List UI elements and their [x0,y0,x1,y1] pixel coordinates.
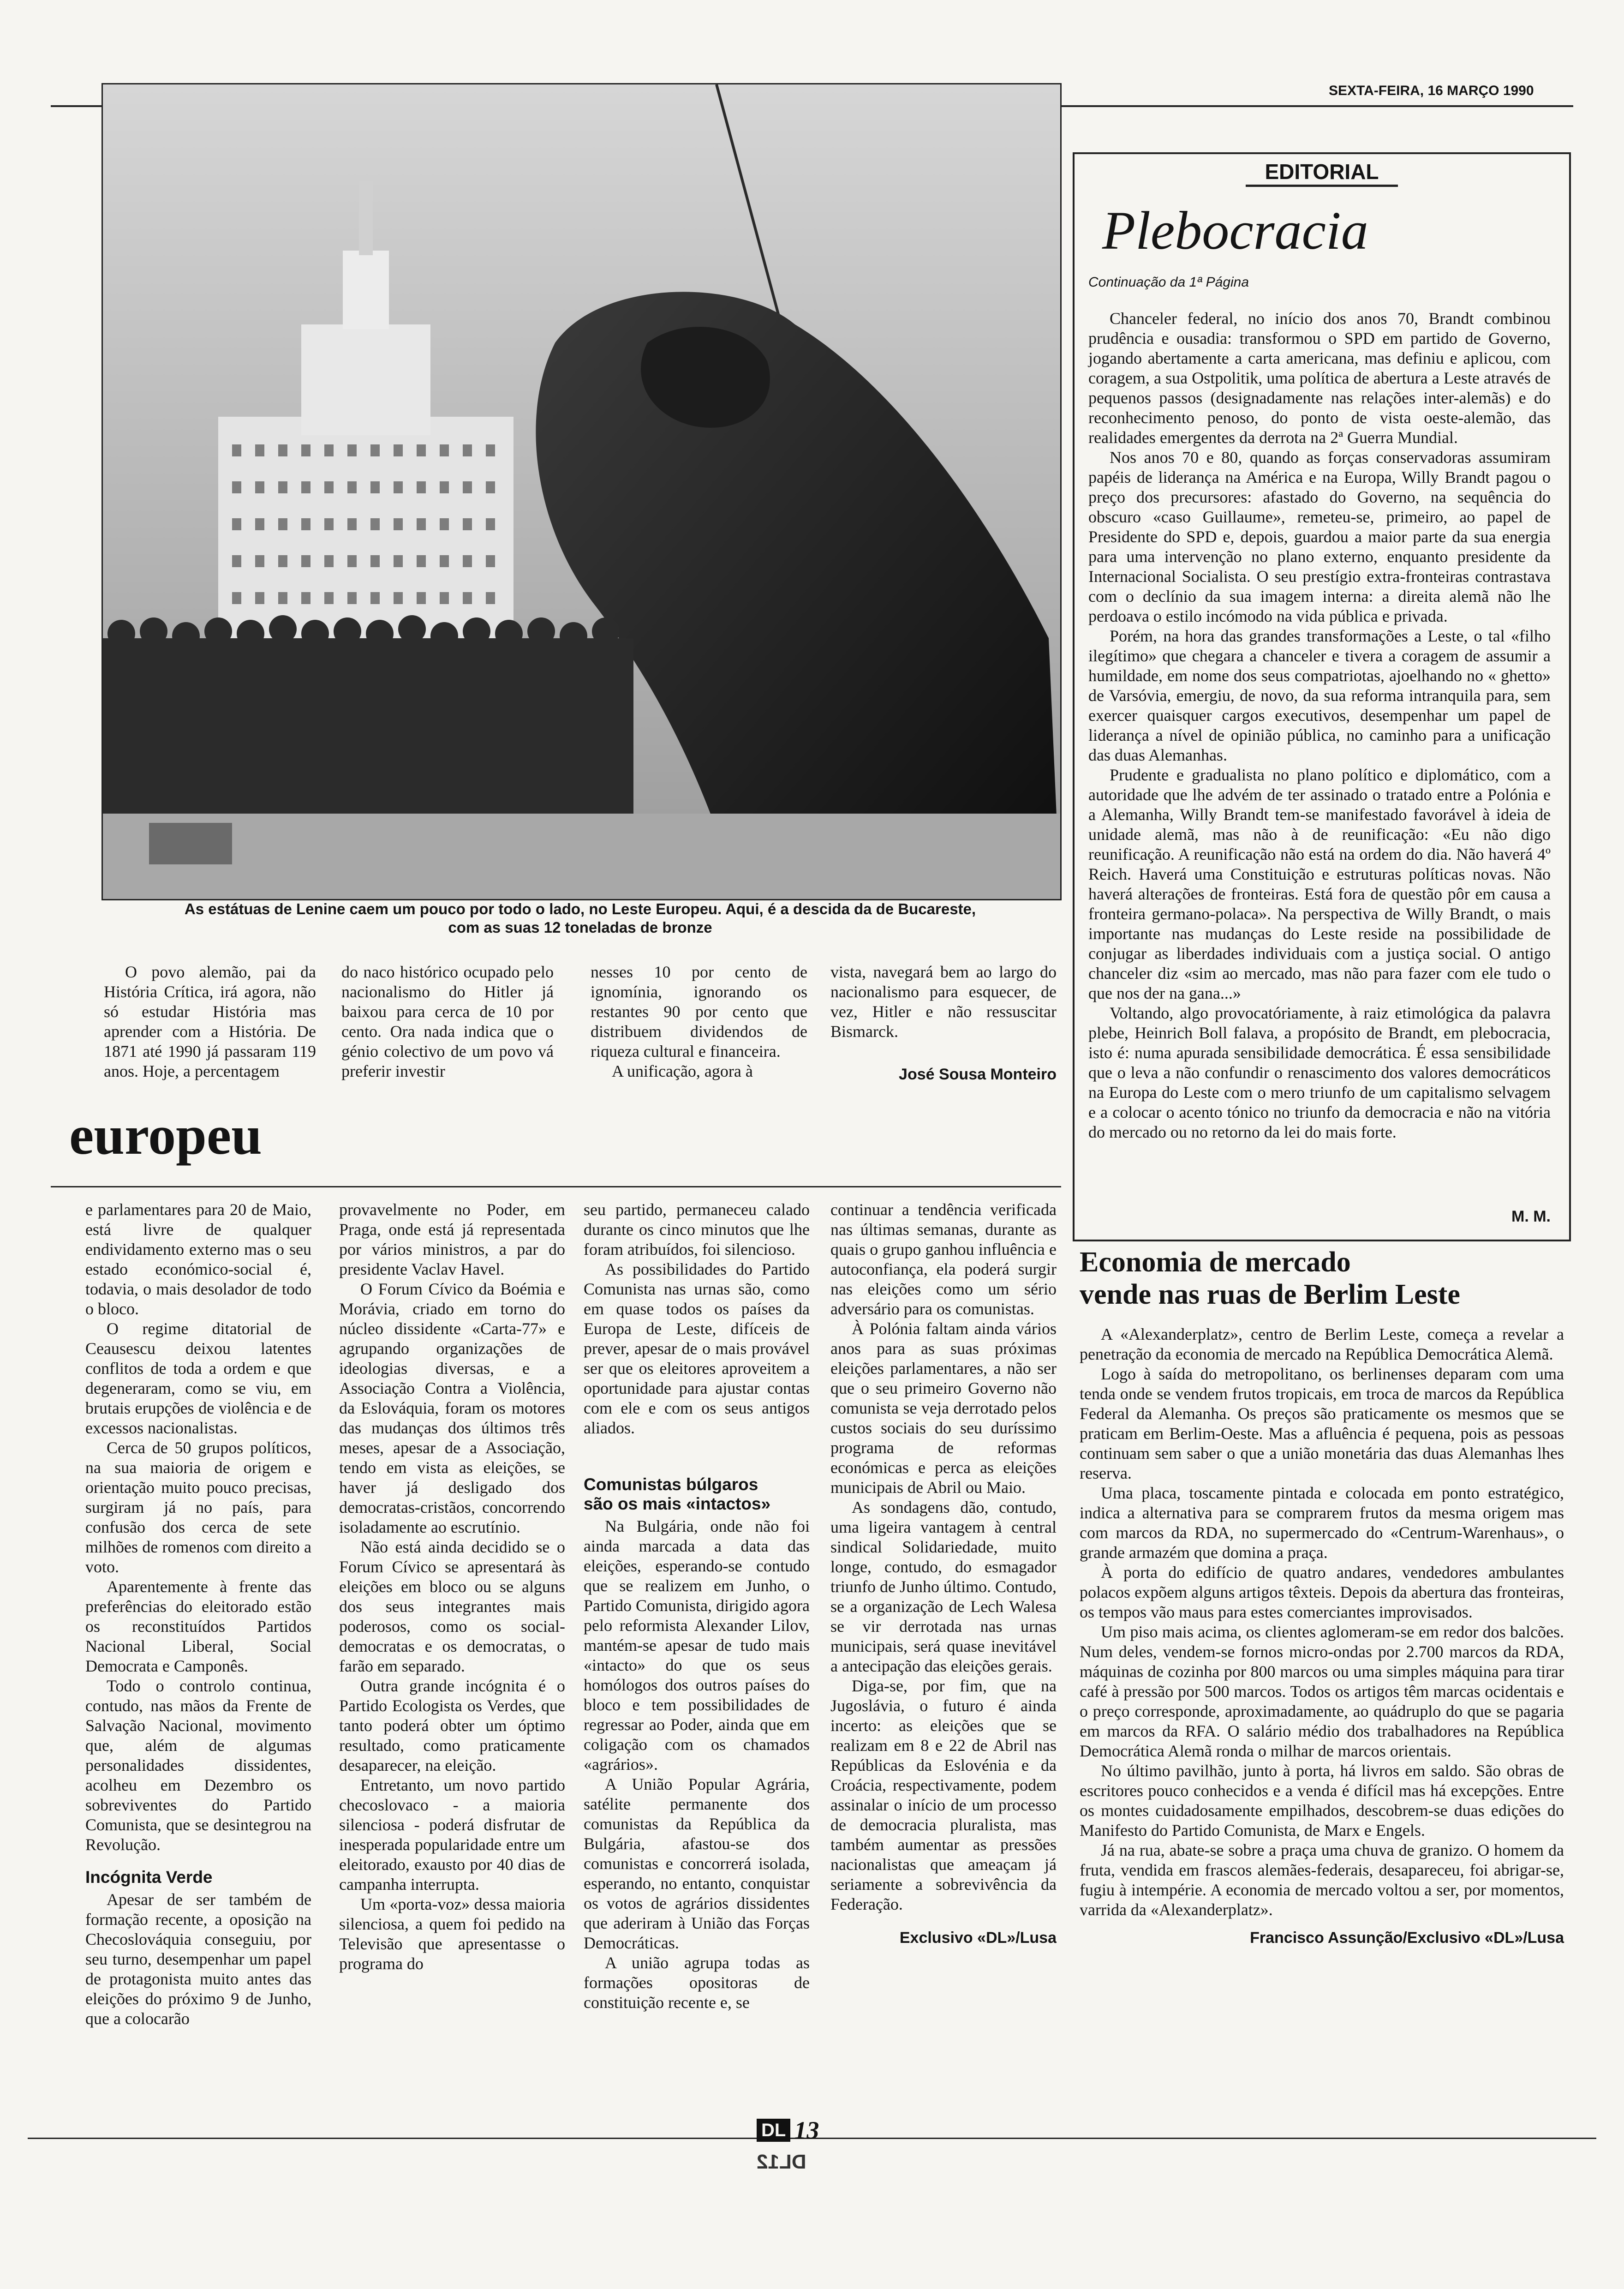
col2-para-6: Um «porta-voz» dessa maioria silenciosa, a quem foi pedido na Televisão que apresentasse o programa do [339,1895,565,1973]
upper-column-2 [341,962,554,1081]
page-number: 13 [794,2116,819,2144]
lower-column-2 [339,1200,565,2095]
lower-column-1 [85,1200,311,2095]
editorial-body [1088,309,1551,1142]
upper-column-2-text: do naco histórico ocupado pelo nacionalismo do Hitler já baixou para cerca de 10 por cento. Ora nada indica que o génio colectivo de um povo vá preferir investir [341,963,554,1080]
lower-column-4 [830,1200,1057,2095]
editorial-para-2: Nos anos 70 e 80, quando as forças conservadoras assumiram papéis de liderança na América e na Europa, Willy Brandt pagou o preço dos precursores: afastado do Governo, na sequência do obscuro «caso Guillaume», remeteu-se, primeiro, ao papel de Presidente do SPD e, depois, guardou a maior parte da sua energia para uma intervenção no plano externo, enquanto presidente da Internacional Socialista. O seu prestígio extra-fronteiras contrastava com o declínio da sua imagem interna: a direita alemã não lhe perdoava o estilo incómodo na vida pública e privada. [1088,448,1551,625]
editorial-title: Plebocracia [1102,200,1368,261]
subhead-line-1: Comunistas búlgaros [584,1475,758,1494]
col3-para-3: Na Bulgária, onde não foi ainda marcada a data das eleições, esperando-se contudo que se realizem em Junho, o Partido Comunista, dirigido agora pelo reformista Alexander Lilov, mantém-se apesar de tudo mais «intacto» do que os seus homólogos dos outros países do bloco e tem possibilidades de regressar ao Poder, ainda que em coligação com os chamados «agrários». [584,1517,810,1774]
berlin-para-2: Logo à saída do metropolitano, os berlinenses deparam com uma tenda onde se vendem frutos tropicais, em troca de marcos da República Federal da Alemanha. Os preços são praticamente os mesmos que se praticam em Berlim-Oeste. Mas a afluência é pequena, pois as pessoas continuam sem saber o que a união monetária das duas Alemanhas lhes reserva. [1080,1365,1564,1482]
berlin-para-4: À porta do edifício de quatro andares, vendedores ambulantes polacos expõem alguns artigos têxteis. Depois da abertura das fronteiras, os tempos vão maus para estes comerciantes improvisados. [1080,1563,1564,1621]
col1-para-2: O regime ditatorial de Ceausescu deixou latentes conflitos de toda a ordem e que degeneraram, como se viu, em brutais erupções de violência e de excessos nacionalistas. [85,1319,311,1437]
col3-para-1: seu partido, permaneceu calado durante os cinco minutos que lhe foram atribuídos, foi silencioso. [584,1200,810,1258]
berlin-para-6: No último pavilhão, junto à porta, há livros em saldo. São obras de escritores pouco conhecidos e a venda é difícil mas há excepções. Entre os montes cuidadosamente empilhados, descobrem-se duas edições do Manifesto do Partido Comunista, de Marx e Engels. [1080,1762,1564,1840]
main-headline-word: europeu [69,1104,262,1166]
berlin-headline-line-2: vende nas ruas de Berlim Leste [1080,1279,1460,1310]
berlin-para-1: A «Alexanderplatz», centro de Berlim Leste, começa a revelar a penetração da economia de mercado na República Democrática Alemã. [1080,1325,1564,1363]
col1-para-4: Aparentemente à frente das preferências do eleitorado estão os reconstituídos Partidos Nacional Liberal, Social Democrata e Camponês. [85,1577,311,1675]
berlin-para-3: Uma placa, toscamente pintada e colocada em ponto estratégico, indica a alternativa para se comprarem frutos da mesma origem mas com marcos da RDA, no supermercado do «Centrum-Warenhaus», o grande armazém que domina a praça. [1080,1484,1564,1562]
berlin-headline-line-1: Economia de mercado [1080,1246,1351,1278]
editorial-signature: M. M. [1511,1208,1551,1225]
lower-column-3 [584,1200,810,2095]
col1-para-1: e parlamentares para 20 de Maio, está livre de qualquer endividamento externo mas o seu estado económico-social é, todavia, o mais desolador de todo o bloco. [85,1200,311,1318]
col2-para-1: provavelmente no Poder, em Praga, onde está já representada por vários ministros, a par do presidente Vaclav Havel. [339,1200,565,1278]
col4-byline: Exclusivo «DL»/Lusa [899,1929,1057,1947]
col1-para-3: Cerca de 50 grupos políticos, na sua maioria de origem e orientação muito pouco precisas, surgiram já no país, para confusão dos cerca de sete milhões de romenos com direito a voto. [85,1438,311,1576]
col2-para-4: Outra grande incógnita é o Partido Ecologista os Verdes, que tanto poderá obter um óptimo resultado, como praticamente desaparecer, na eleição. [339,1677,565,1774]
col4-para-2: À Polónia faltam ainda vários anos para as suas próximas eleições parlamentares, a não ser que o seu primeiro Governo não comunista se veja derrotado pelos custos sociais do seu duríssimo programa de reformas económicas e perca as eleições municipais de Abril ou Maio. [830,1319,1057,1497]
subhead-comunistas-bulgaros [584,1475,810,1514]
upper-column-1 [104,962,316,1081]
col3-para-2: As possibilidades do Partido Comunista nas urnas são, como em quase todos os países da Europa de Leste, difíceis de prever, apesar de o mais provável ser que os eleitores aproveitem a oportunidade para ajustar contas com ele e com os seus antigos aliados. [584,1260,810,1437]
upper-column-1-text: O povo alemão, pai da História Crítica, irá agora, não só estudar História mas aprender com a História. De 1871 até 1990 já passaram 119 anos. Hoje, a percentagem [104,963,316,1080]
lenin-statue-photo [102,83,1062,900]
editorial-continuation: Continuação da 1ª Página [1088,275,1249,290]
editorial-para-3: Porém, na hora das grandes transformações a Leste, o tal «filho ilegítimo» que chegara a chanceler e tivera a coragem de assumir a humildade, em nome dos seus compatriotas, ajoelhando no « ghetto» de Varsóvia, emergiu, de novo, da sua reforma intranquila para, sem exercer quaisquer cargos executivos, desempenhar um papel de liderança a nível de opinião pública, no caminho para a unificação das duas Alemanhas. [1088,627,1551,764]
col4-para-1: continuar a tendência verificada nas últimas semanas, durante as quais o grupo ganhou influência e autoconfiança, ela poderá surgir nas eleições como um sério adversário para os comunistas. [830,1200,1057,1318]
upper-column-3 [591,962,807,1081]
editorial-para-1: Chanceler federal, no início dos anos 70, Brandt combinou prudência e ousadia: transformou o SPD em partido de Governo, jogando abertamente a carta americana, mas definiu e aplicou, com coragem, a sua Ostpolitik, uma política de abertura a Leste através de pequenos passos (designadamente nas relações inter-alemãs) e do reconhecimento penoso, do ponto de vista oeste-alemão, das realidades emergentes da derrota na 2ª Guerra Mundial. [1088,309,1551,447]
photo-caption [102,900,1059,937]
col2-para-3: Não está ainda decidido se o Forum Cívico se apresentará às eleições em bloco ou se alguns dos seus integrantes mais poderosos, como os social-democratas e os democratas, o farão em separado. [339,1538,565,1675]
col1-para-6: Apesar de ser também de formação recente, a oposição na Checoslováquia conseguiu, por seu turno, desempenhar um papel de protagonista muito antes das eleições do próximo 9 de Junho, que a colocarão [85,1890,311,2028]
editorial-para-5: Voltando, algo provocatóriamente, à raiz etimológica da palavra plebe, Heinrich Boll falava, a propósito de Brandt, em plebocracia, isto é: numa apurada sensibilidade democrática. É essa sensibilidade que o leva a não confundir o renascimento dos valores democráticos na Europa do Leste com o mero triunfo de um capitalismo selvagem e a colocar o acento tónico no triunfo da democracia e não na vitória do mercado ou no retorno da lei do mais forte. [1088,1004,1551,1141]
photo-illustration [103,84,1060,899]
berlin-article [1075,1246,1569,1947]
col2-para-2: O Forum Cívico da Boémia e Morávia, criado em torno do núcleo dissidente «Carta-77» e agrupando organizações de ideologias diversas, e a Associação Contra a Violência, da Eslováquia, foram os motores das mudanças dos últimos três meses, apesar de a Associação, tendo em vista as eleições, se haver já desligado dos democratas-cristãos, concorrendo isoladamente ao escrutínio. [339,1280,565,1536]
berlin-para-5: Um piso mais acima, os clientes aglomeram-se em redor dos balcões. Num deles, vendem-se fornos micro-ondas por 2.700 marcos da RDA, máquinas de cozinha por 800 marcos ou uma simples máquina para tirar café à pressão por 500 marcos. Todos os artigos têm marcas ocidentais e o preço corresponde, aproximadamente, ao quádruplo do que se pagaria em marcos da RFA. O salário médio dos trabalhadores na República Democrática Alemã ronda o milhar de marcos orientais. [1080,1623,1564,1760]
col2-para-5: Entretanto, um novo partido checoslovaco - a maioria silenciosa - poderá disfrutar de inesperada popularidade entre um eleitorado, exausto por 40 dias de campanha interrupta. [339,1776,565,1894]
editorial-box [1073,152,1571,1241]
col1-para-5: Todo o controlo continua, contudo, nas mãos da Frente de Salvação Nacional, movimento que, além de algumas personalidades dissidentes, acolheu em Dezembro os sobreviventes do Partido Comunista, que se desintegrou na Revolução. [85,1677,311,1854]
mirrored-page-number: DL12 [757,2151,806,2173]
upper-column-4-text: vista, navegará bem ao largo do nacionalismo para esquecer, de vez, Hitler e não ressuscitar Bismarck. [830,963,1057,1041]
upper-column-3-text: nesses 10 por cento de ignomínia, ignorando os restantes 90 por cento que distribuem dividendos de riqueza cultural e financeira. [591,963,807,1061]
photo-caption-line-2: com as suas 12 toneladas de bronze [448,919,712,936]
subhead-incognita-verde: Incógnita Verde [85,1868,213,1887]
dl-logo: DL [757,2119,790,2142]
editorial-para-4: Prudente e gradualista no plano político e diplomático, com a autoridade que lhe advém de ter assinado o tratado entre a Polónia e a Alemanha, Willy Brandt tem-se manifestado favorável à ideia de unidade alemã, mas não à de reunificação: «Eu não digo reunificação. A reunificação não está na ordem do dia. Não haverá 4º Reich. Haverá uma Constituição e estruturas políticas novas. Não haverá alterações de fronteiras. Está fora de questão pôr em causa a fronteira germano-polaca». Na perspectiva de Willy Brandt, o mais importante nas mudanças do Leste reside na possibilidade de conjugar as liberdades individuais com a justiça social. O antigo chanceler diz «sim ao mercado, mas não para fazer com ele tudo o que nos der na gana...» [1088,766,1551,1002]
berlin-para-7: Já na rua, abate-se sobre a praça uma chuva de granizo. O homem da fruta, vendida em frascos alemães-federais, desapareceu, foi abrigar-se, fugiu à intempérie. A economia de mercado voltou a ser, por momentos, varrida da «Alexanderplatz». [1080,1841,1564,1919]
footer-logo [757,2116,819,2145]
subhead-line-2: são os mais «intactos» [584,1494,771,1513]
berlin-byline: Francisco Assunção/Exclusivo «DL»/Lusa [1250,1929,1564,1947]
berlin-headline [1080,1246,1569,1311]
col4-para-4: Diga-se, por fim, que na Jugoslávia, o futuro é ainda incerto: as eleições que se realizam em 8 e 22 de Abril nas Repúblicas da Eslovénia e da Croácia, respectivamente, podem assinalar o início de um processo de democracia pluralista, mas também aumentar as pressões nacionalistas que ameaçam já seriamente a sobrevivência da Federação. [830,1677,1057,1913]
col4-para-3: As sondagens dão, contudo, uma ligeira vantagem à central sindical Solidariedade, muito longe, contudo, do esmagador triunfo de Junho último. Contudo, se a organização de Lech Walesa se vir derrotada nas urnas municipais, será quase inevitável a antecipação das eleições gerais. [830,1498,1057,1675]
main-byline: José Sousa Monteiro [899,1066,1057,1083]
upper-column-3-text-b: A unificação, agora à [612,1062,753,1080]
editorial-label: EDITORIAL [1246,159,1398,187]
page-date: SEXTA-FEIRA, 16 MARÇO 1990 [1329,83,1534,98]
col3-para-5: A união agrupa todas as formações opositoras de constituição recente e, se [584,1953,810,2012]
section-rule [51,1186,1061,1187]
berlin-body [1080,1324,1564,1920]
upper-column-4 [830,962,1057,1085]
photo-caption-line-1: As estátuas de Lenine caem um pouco por todo o lado, no Leste Europeu. Aqui, é a descida da de Bucareste, [184,900,976,917]
col3-para-4: A União Popular Agrária, satélite permanente dos comunistas da República da Bulgária, afastou-se dos comunistas e concorrerá isolada, esperando, no entanto, conquistar os votos de agrários dissidentes que aderiram à União das Forças Democráticas. [584,1775,810,1952]
